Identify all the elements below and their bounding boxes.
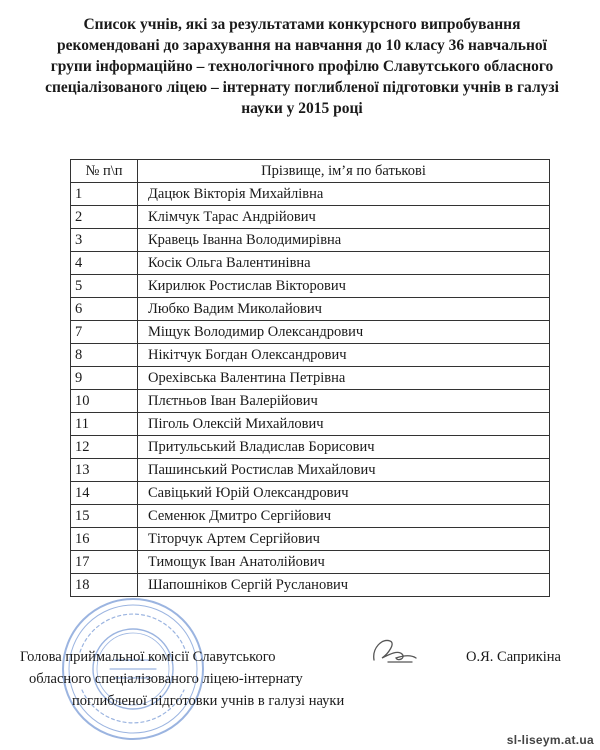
site-watermark: sl-liseym.at.ua [506, 733, 594, 747]
row-name: Косік Ольга Валентинівна [138, 252, 550, 275]
row-name: Шапошніков Сергій Русланович [138, 574, 550, 597]
row-name: Тіторчук Артем Сергійович [138, 528, 550, 551]
row-number: 3 [71, 229, 138, 252]
row-name: Савіцький Юрій Олександрович [138, 482, 550, 505]
row-number: 11 [71, 413, 138, 436]
table-row [71, 252, 550, 275]
row-name: Клімчук Тарас Андрійович [138, 206, 550, 229]
row-number: 18 [71, 574, 138, 597]
table-row [71, 229, 550, 252]
signer-name: О.Я. Саприкіна [466, 649, 561, 665]
handwritten-signature-icon [368, 632, 423, 670]
row-number: 12 [71, 436, 138, 459]
table-row [71, 459, 550, 482]
header-number: № п\п [71, 160, 138, 183]
row-number: 10 [71, 390, 138, 413]
signature-line-2: обласного спеціалізованого ліцею-інтернату [29, 671, 303, 687]
row-name: Дацюк Вікторія Михайлівна [138, 183, 550, 206]
signature-stroke [374, 640, 416, 662]
table-row [71, 183, 550, 206]
table-row [71, 482, 550, 505]
row-number: 15 [71, 505, 138, 528]
row-name: Орехівська Валентина Петрівна [138, 367, 550, 390]
table-row [71, 206, 550, 229]
table-body [71, 183, 550, 597]
row-number: 13 [71, 459, 138, 482]
row-number: 9 [71, 367, 138, 390]
row-name: Притульський Владислав Борисович [138, 436, 550, 459]
signature-line-3: поглибленої підготовки учнів в галузі науки [72, 693, 345, 709]
table-row [71, 275, 550, 298]
table-row [71, 367, 550, 390]
table-row [71, 390, 550, 413]
signature-line-1: Голова приймальної комісії Славутського [20, 649, 276, 665]
row-name: Плєтньов Іван Валерійович [138, 390, 550, 413]
table-row [71, 344, 550, 367]
row-name: Тимощук Іван Анатолійович [138, 551, 550, 574]
row-number: 5 [71, 275, 138, 298]
row-name: Любко Вадим Миколайович [138, 298, 550, 321]
header-name: Прізвище, ім’я по батькові [138, 160, 550, 183]
table-row [71, 505, 550, 528]
row-number: 2 [71, 206, 138, 229]
row-name: Міщук Володимир Олександрович [138, 321, 550, 344]
row-name: Семенюк Дмитро Сергійович [138, 505, 550, 528]
row-name: Кравець Іванна Володимирівна [138, 229, 550, 252]
row-number: 7 [71, 321, 138, 344]
row-name: Пашинський Ростислав Михайлович [138, 459, 550, 482]
row-number: 16 [71, 528, 138, 551]
row-number: 14 [71, 482, 138, 505]
table-header-row [71, 160, 550, 183]
row-name: Нікітчук Богдан Олександрович [138, 344, 550, 367]
table-row [71, 551, 550, 574]
row-number: 8 [71, 344, 138, 367]
row-number: 1 [71, 183, 138, 206]
signature-block [20, 646, 344, 712]
row-number: 17 [71, 551, 138, 574]
row-number: 4 [71, 252, 138, 275]
table-row [71, 436, 550, 459]
row-name: Піголь Олексій Михайлович [138, 413, 550, 436]
row-number: 6 [71, 298, 138, 321]
table-row [71, 528, 550, 551]
table-row [71, 298, 550, 321]
document-title: Список учнів, які за результатами конкурсного випробування рекомендовані до зарахування на навчання до 10 класу 36 навчальної групи інформаційно – технологічного профілю Славутського обласного спеціалізованого ліцею – інтернату поглибленої підготовки учнів в галузі науки у 2015 році [45, 16, 559, 117]
students-table [70, 159, 550, 597]
row-name: Кирилюк Ростислав Вікторович [138, 275, 550, 298]
table-row [71, 413, 550, 436]
table-row [71, 321, 550, 344]
